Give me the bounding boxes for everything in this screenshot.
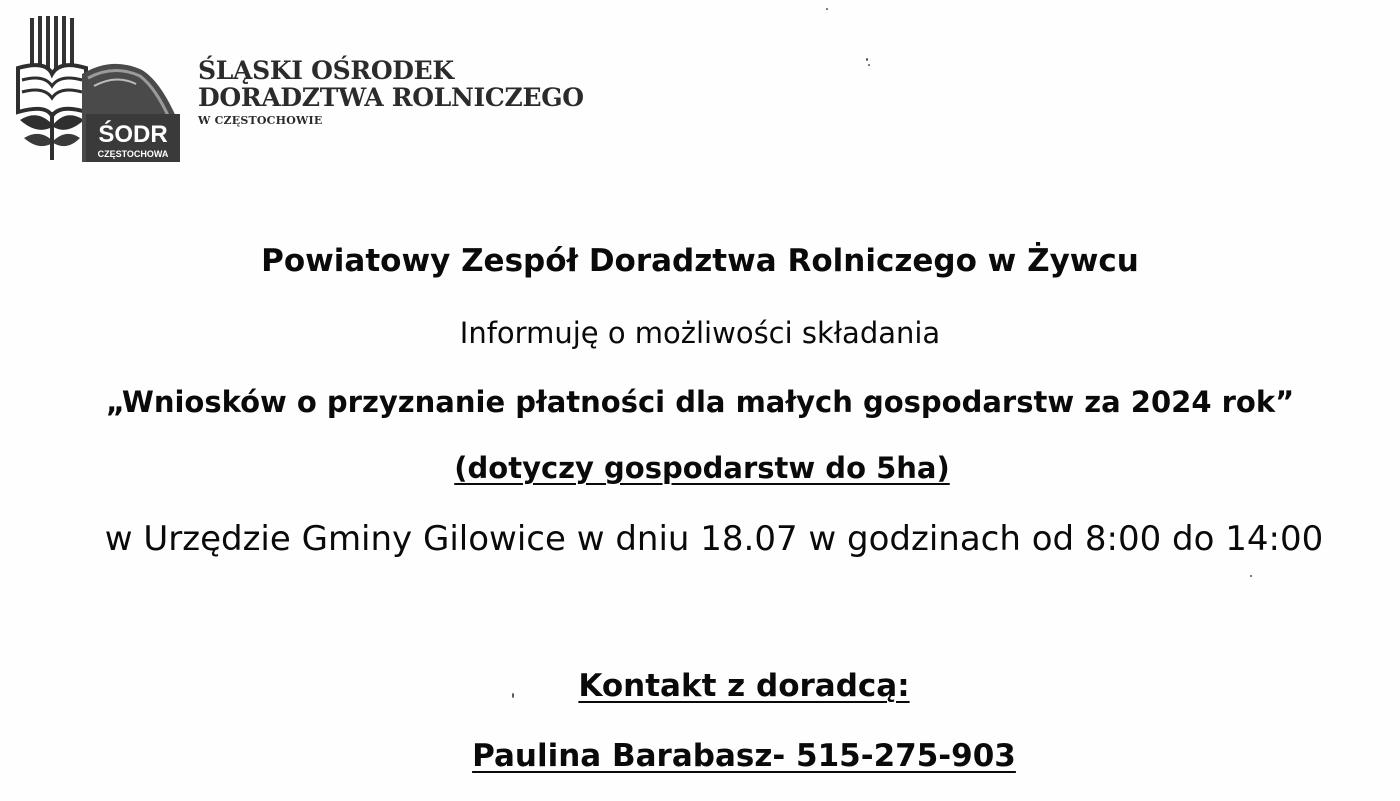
- sodr-logo-icon: [16, 16, 184, 164]
- notice-intro: Informuję o możliwości składania: [459, 316, 941, 350]
- org-name-line1: ŚLĄSKI OŚRODEK: [198, 56, 454, 85]
- scan-speck: [512, 693, 514, 698]
- notice-title: Powiatowy Zespół Doradztwa Rolniczego w Żywcu: [261, 243, 1139, 279]
- scan-speck: [826, 8, 828, 10]
- contact-heading: [44, 668, 1400, 704]
- organization-name: [198, 58, 584, 126]
- logo-badge-text: ŚODR: [98, 121, 168, 148]
- contact-heading-text: Kontakt z doradcą:: [578, 668, 910, 704]
- notice-scope-text: (dotyczy gospodarstw do 5ha): [454, 451, 950, 485]
- notice-subject: „Wniosków o przyznanie płatności dla małych gospodarstw za 2024 rok”: [105, 385, 1295, 419]
- notice-scope: [2, 451, 1400, 485]
- contact-advisor-text: Paulina Barabasz- 515-275-903: [472, 738, 1016, 774]
- contact-advisor: [44, 738, 1400, 774]
- notice-location-time: w Urzędzie Gminy Gilowice w dniu 18.07 w godzinach od 8:00 do 14:00: [104, 519, 1324, 559]
- scan-speck: [866, 58, 868, 61]
- org-name-line2: DORADZTWA ROLNICZEGO: [198, 83, 584, 112]
- org-name-line3: W CZĘSTOCHOWIE: [198, 114, 323, 127]
- logo-badge-city: CZĘSTOCHOWA: [97, 149, 169, 159]
- scan-speck: [868, 64, 870, 66]
- scan-speck: [1250, 575, 1252, 577]
